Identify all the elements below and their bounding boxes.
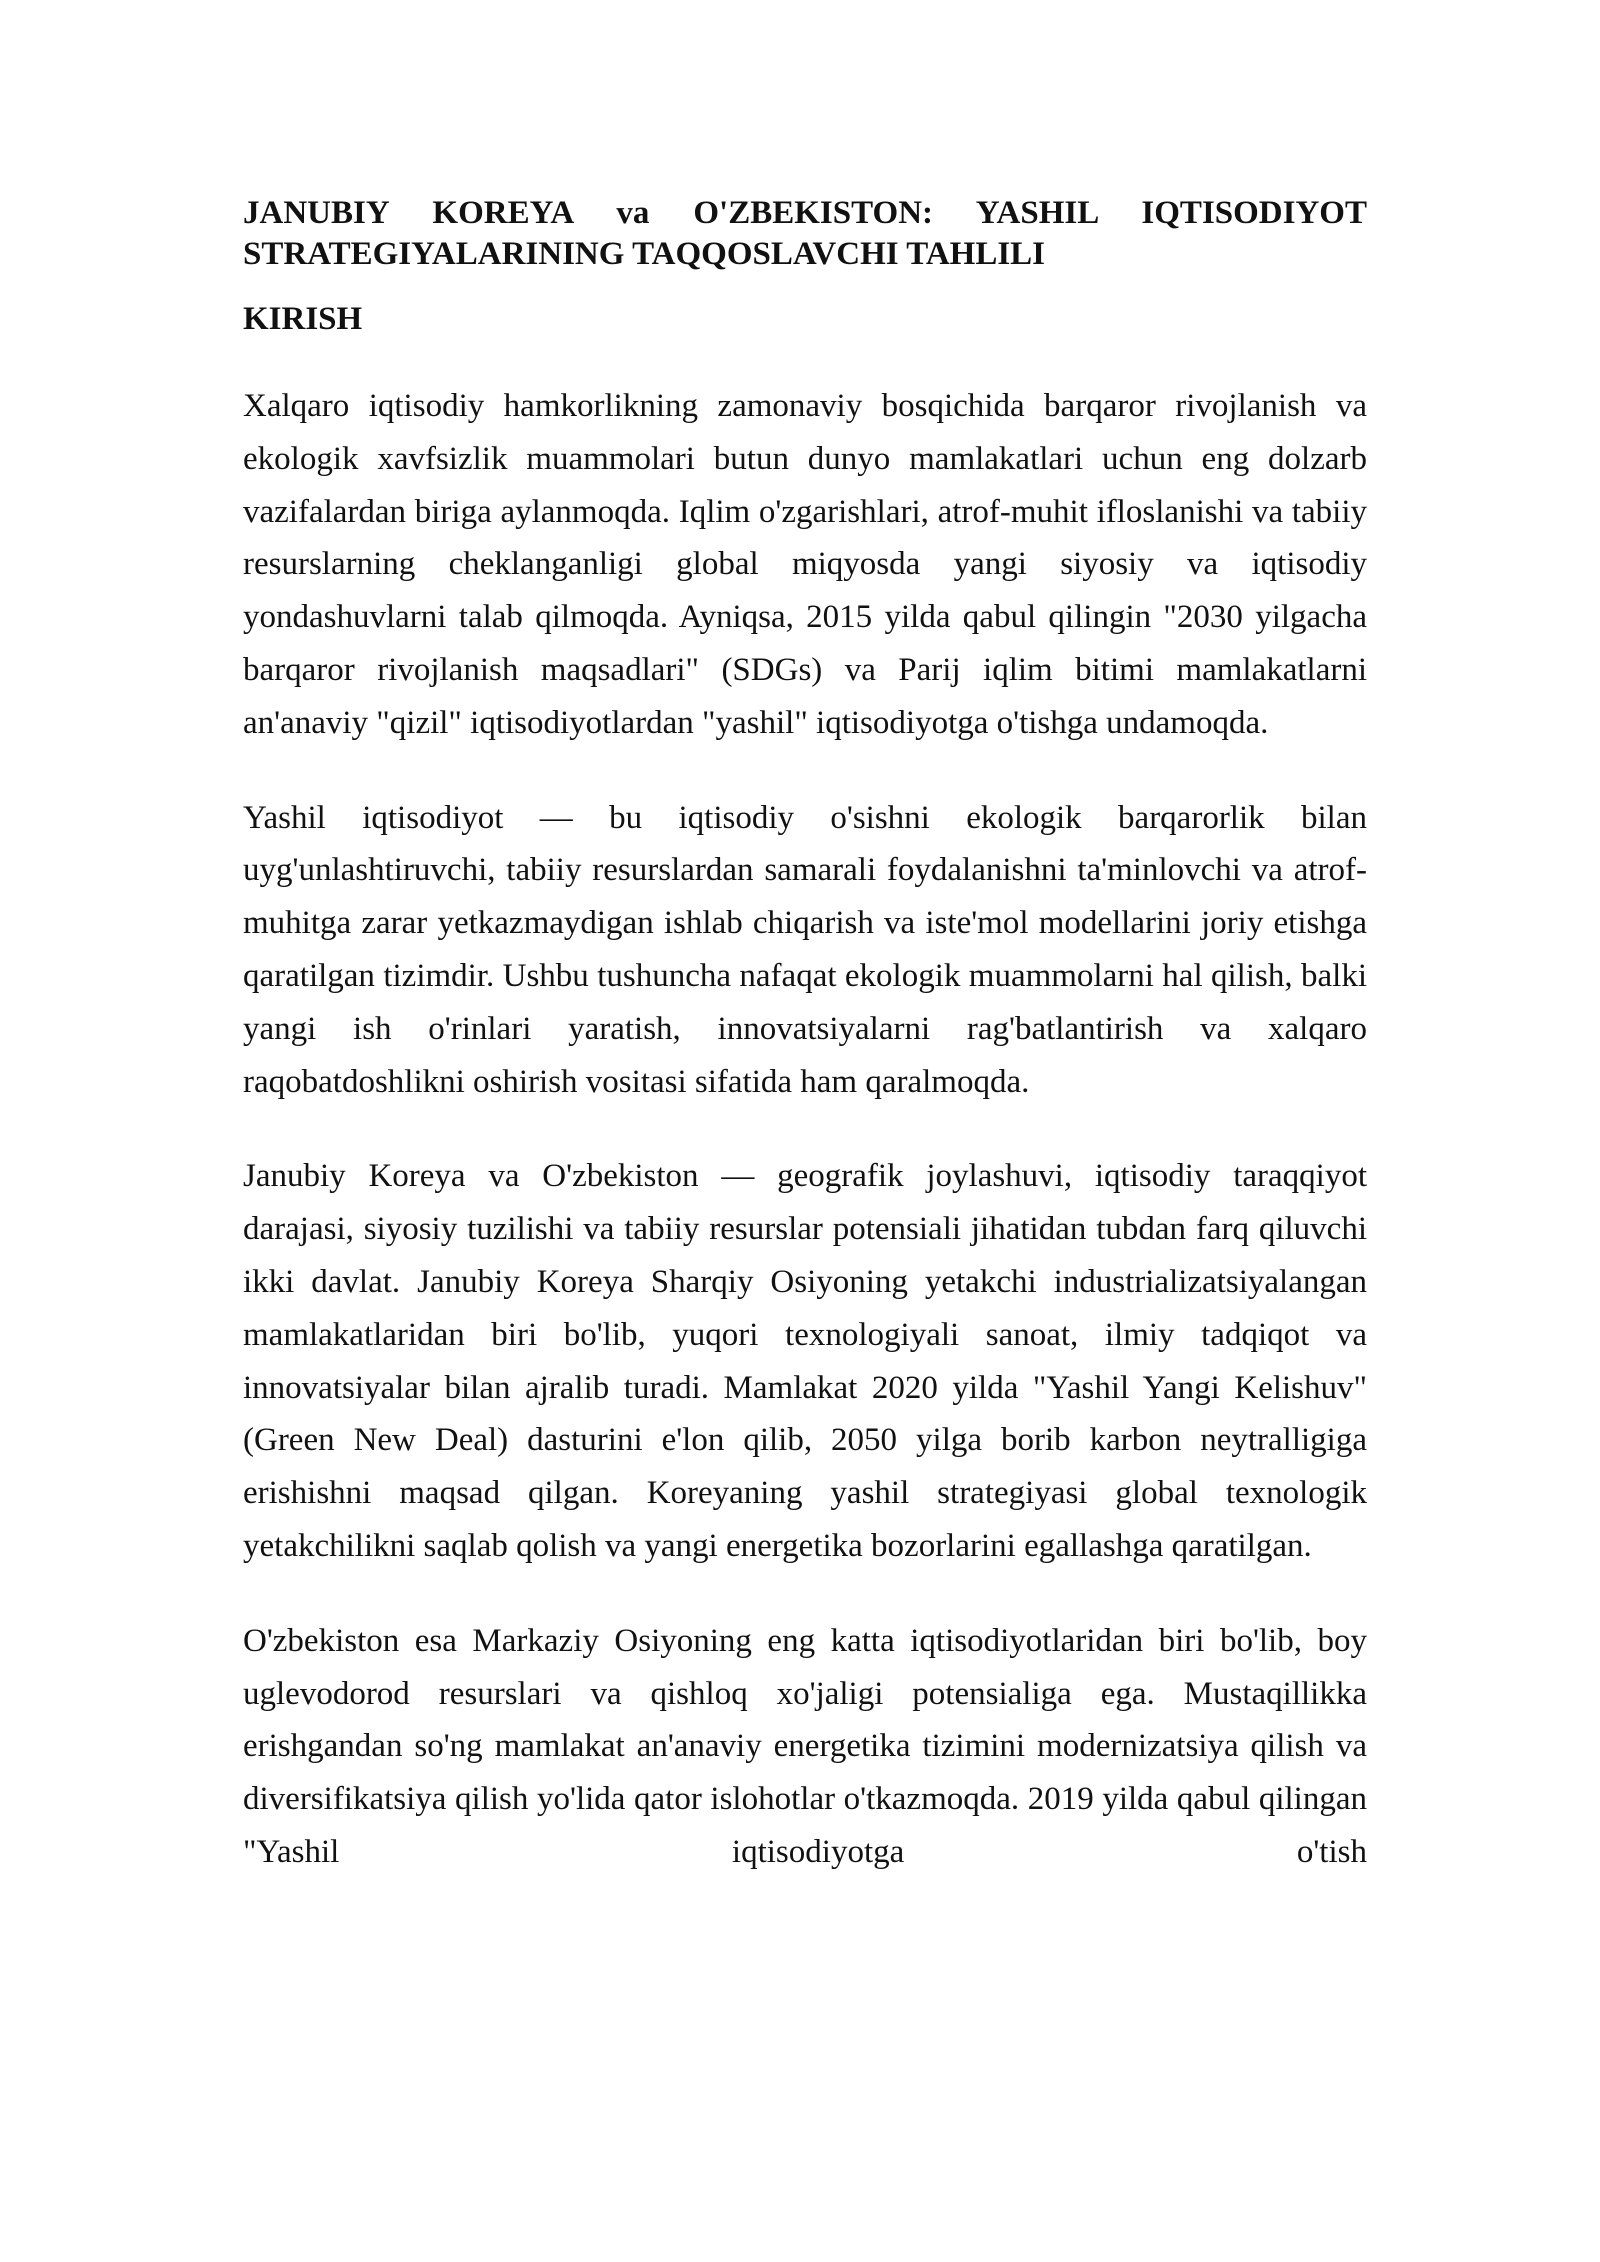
document-title-line-1: JANUBIY KOREYA va O'ZBEKISTON: YASHIL IQTISODIYOT (243, 195, 1367, 231)
paragraph-2: Yashil iqtisodiyot — bu iqtisodiy o'sishni ekologik barqarorlik bilan uyg'unlashtiruvchi, tabiiy resurslardan samarali foydalanishni ta'minlovchi va atrof-muhitga zarar yetkazmaydigan ishlab chiqarish va iste'mol modellarini joriy etishga qaratilgan tizimdir. Ushbu tushuncha nafaqat ekologik muammolarni hal qilish, balki yangi ish o'rinlari yaratish, innovatsiyalarni rag'batlantirish va xalqaro raqobatdoshlikni oshirish vositasi sifatida ham qaralmoqda. (243, 799, 1367, 1100)
paragraph-3: Janubiy Koreya va O'zbekiston — geografik joylashuvi, iqtisodiy taraqqiyot darajasi, siyosiy tuzilishi va tabiiy resurslar potensiali jihatidan tubdan farq qiluvchi ikki davlat. Janubiy Koreya Sharqiy Osiyoning yetakchi industrializatsiyalangan mamlakatlaridan biri bo'lib, yuqori texnologiyali sanoat, ilmiy tadqiqot va innovatsiyalar bilan ajralib turadi. Mamlakat 2020 yilda "Yashil Yangi Kelishuv" (Green New Deal) dasturini e'lon qilib, 2050 yilga borib karbon neytralligiga erishishni maqsad qilgan. Koreyaning yashil strategiyasi global texnologik yetakchilikni saqlab qolish va yangi energetika bozorlarini egallashga qaratilgan. (243, 1158, 1367, 1564)
document-title (243, 193, 1367, 275)
document-body (243, 193, 1367, 1879)
paragraph-4: O'zbekiston esa Markaziy Osiyoning eng katta iqtisodiyotlaridan biri bo'lib, boy uglevodorod resurslari va qishloq xo'jaligi potensialiga ega. Mustaqillikka erishgandan so'ng mamlakat an'anaviy energetika tizimini modernizatsiya qilish va diversifikatsiya qilish yo'lida qator islohotlar o'tkazmoqda. 2019 yilda qabul qilingan "Yashil iqtisodiyotga o'tish (243, 1622, 1367, 1870)
section-heading: KIRISH (243, 301, 363, 337)
paragraph-1: Xalqaro iqtisodiy hamkorlikning zamonaviy bosqichida barqaror rivojlanish va ekologik xavfsizlik muammolari butun dunyo mamlakatlari uchun eng dolzarb vazifalardan biriga aylanmoqda. Iqlim o'zgarishlari, atrof-muhit ifloslanishi va tabiiy resurslarning cheklanganligi global miqyosda yangi siyosiy va iqtisodiy yondashuvlarni talab qilmoqda. Ayniqsa, 2015 yilda qabul qilingin "2030 yilgacha barqaror rivojlanish maqsadlari" (SDGs) va Parij iqlim bitimi mamlakatlarni an'anaviy "qizil" iqtisodiyotlardan "yashil" iqtisodiyotga o'tishga undamoqda. (243, 388, 1367, 741)
document-title-line-2: STRATEGIYALARINING TAQQOSLAVCHI TAHLILI (243, 236, 1046, 272)
